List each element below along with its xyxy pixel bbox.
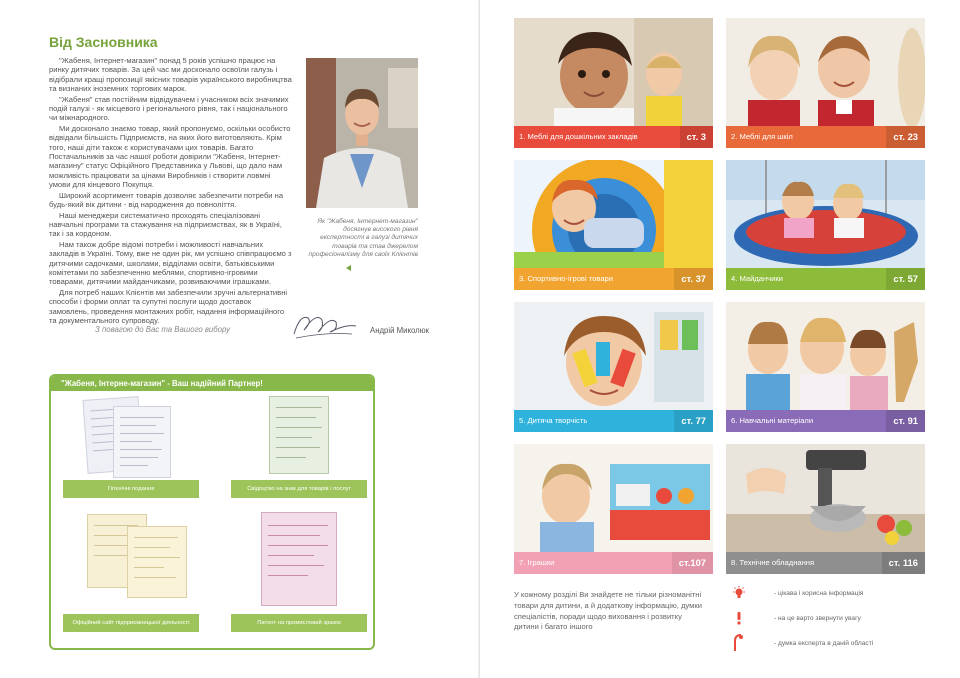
tile-caption-bar — [726, 410, 925, 432]
tile-label: 8. Технічне обладнання — [731, 558, 815, 567]
legend-item — [732, 611, 861, 625]
lightbulb-icon — [732, 586, 746, 600]
catalog-tile[interactable] — [726, 302, 925, 433]
quote-mark-icon — [732, 636, 746, 650]
tile-label: 1. Меблі для дошкільних закладів — [519, 132, 638, 141]
tile-page-number: ст. 116 — [882, 552, 925, 574]
signer-name: Андрій Миколюк — [370, 326, 429, 335]
page-title: Від Засновника — [49, 34, 158, 50]
right-page — [480, 0, 960, 678]
legend-description: У кожному розділі Ви знайдете не тільки різноманітні товари для дитини, а й додаткову інформацію, думки спеціалістів, поради щодо виховання і розвитку дитини і багато іншого — [514, 590, 702, 632]
tile-photo — [726, 18, 925, 128]
tile-page-number: ст. 77 — [674, 410, 713, 432]
exclamation-icon — [732, 611, 746, 625]
tile-caption-bar — [726, 126, 925, 148]
founder-photo — [306, 58, 418, 208]
tile-photo — [514, 160, 713, 270]
catalog-tile[interactable] — [726, 18, 925, 149]
tile-page-number: ст. 91 — [886, 410, 925, 432]
legend-label: - цікава і корисна інформація — [774, 589, 864, 597]
quote-arrow-icon — [346, 265, 351, 271]
catalog-tile[interactable] — [514, 302, 713, 433]
founder-text — [49, 56, 293, 326]
tile-photo — [726, 302, 925, 412]
tile-photo — [726, 160, 925, 270]
legend-item — [732, 636, 873, 650]
tile-label: 4. Майданчики — [731, 274, 783, 283]
tile-caption-bar — [514, 552, 713, 574]
tile-caption-bar — [726, 552, 925, 574]
tile-caption-bar — [726, 268, 925, 290]
catalog-tile[interactable] — [726, 160, 925, 291]
tile-photo — [514, 302, 713, 412]
legend-item — [732, 586, 863, 600]
tile-page-number: ст. 37 — [674, 268, 713, 290]
catalog-tile[interactable] — [726, 444, 925, 575]
signature — [290, 308, 360, 342]
certificate-label: Офіційний сайт підприємницької діяльності — [63, 614, 199, 632]
catalog-tile[interactable] — [514, 444, 713, 575]
tile-caption-bar — [514, 126, 713, 148]
regards-text: З повагою до Вас та Вашого вибору — [95, 325, 230, 334]
certificate-label: Свідоцтво на знак для товарів і послуг — [231, 480, 367, 498]
catalog-tile[interactable] — [514, 160, 713, 291]
paragraph: Ми досконало знаємо товар, який пропонуємо, оскільки особисто відвідали більшість Підприємств, на яких його виготовляють. Крім того, наші діти також є користувачами цих товарів. Багато Постачальників за час нашої роботи довірили "Жабеня, Інтернет-магазину" статус Офіційного Представника у Львові, що дало нам можливість працювати за цінами Виробників і створити ловмні умови для кінцевого Покупця. — [49, 123, 291, 190]
tile-caption-bar — [514, 268, 713, 290]
legend-label: - на це варто звернути увагу — [774, 614, 861, 622]
tile-photo — [726, 444, 925, 554]
catalog-tile[interactable] — [514, 18, 713, 149]
tile-photo — [514, 444, 713, 554]
certificate-label: Патент на промисловий зразок — [231, 614, 367, 632]
paragraph: Для потреб наших Клієнтів ми забезпечили зручні альтернативні способи і форми оплат та супутні послуги щодо доставок замовлень, проведення монтажних робіт, надання інформаційного та документального супроводу. — [49, 287, 288, 325]
tile-label: 6. Навчальні матеріали — [731, 416, 814, 425]
founder-quote: Як "Жабеня, Інтернет-магазин" досягнув високого рівня експертності в галузі дитячих товарів та став джерелом професіоналізму для своїх Клієнтів — [308, 218, 418, 258]
paragraph: "Жабеня, Інтернет-магазин" понад 5 років успішно працює на ринку дитячих товарів. За цей час ми досконало освоїли галузь і відібрали кращі пропозиції якісних товарів українського виробництва та визнаних іноземних торгових марок. — [49, 56, 292, 94]
partner-certificates — [49, 374, 375, 650]
paragraph: "Жабеня" став постійним відвідувачем і учасником всіх значимих подій галузі - як місцевого і регіонального рівня, так і національного чи міжнародного. — [49, 94, 289, 123]
tile-photo — [514, 18, 713, 128]
tile-label: 7. Іграшки — [519, 558, 555, 567]
legend-label: - думка експерта в даній області — [774, 639, 874, 647]
paragraph: Нам також добре відомі потреби і можливості навчальних закладів в Україні. Тому, вже не один рік, ми успішно співпрацюємо з дитячими садочками, школами, відділами освіти, батьківськими комітетами по забезпеченню меблями, спортивно-ігровими товарами, дитячими майданчиками, розвиваючими іграшками. — [49, 239, 292, 287]
tile-page-number: ст. 23 — [886, 126, 925, 148]
paragraph: Наші менеджери систематично проходять спеціалізовані навчальні програми та стажування на підприємствах, як в Україні, так і за кордоном. — [49, 210, 282, 239]
partner-header: "Жабеня, Інтерне-магазин" - Ваш надійний Партнер! — [51, 376, 373, 391]
tile-page-number: ст. 57 — [886, 268, 925, 290]
tile-label: 3. Спортивно-ігрові товари — [519, 274, 614, 283]
paragraph: Широкий асортимент товарів дозволяє забезпечити потреби на будь-який вік дитини - від народження до повноліття. — [49, 190, 284, 210]
tile-caption-bar — [514, 410, 713, 432]
tile-page-number: ст. 3 — [680, 126, 713, 148]
tile-page-number: ст.107 — [672, 552, 713, 574]
certificate-label: Гігієнічні подання — [63, 480, 199, 498]
tile-label: 2. Меблі для шкіл — [731, 132, 793, 141]
tile-label: 5. Дитяча творчість — [519, 416, 588, 425]
